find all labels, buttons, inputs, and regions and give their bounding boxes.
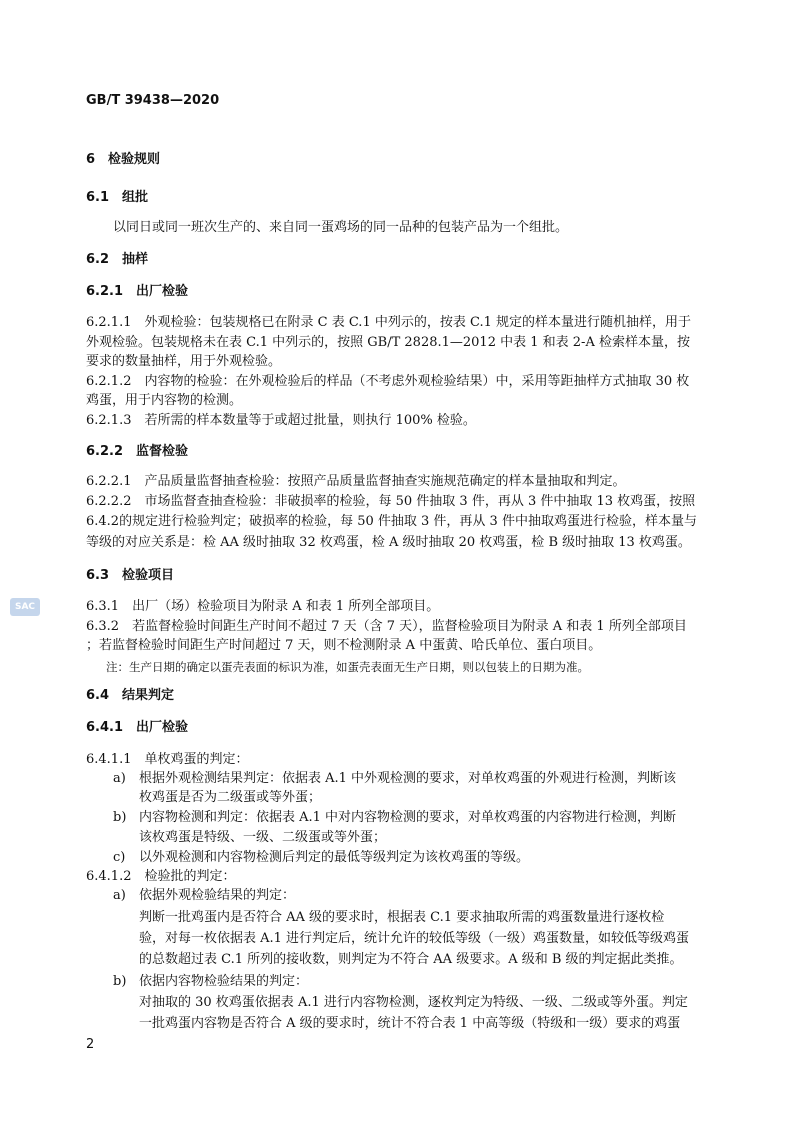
standard-code: GB/T 39438—2020 (86, 93, 220, 108)
paragraph-line: 鸡蛋，用于内容物的检测。 (86, 393, 243, 408)
clause-6-2-1-heading: 6.2.1 出厂检验 (86, 284, 189, 299)
list-item-line: 一批鸡蛋内容物是否符合 A 级的要求时，统计不符合表 1 中高等级（特级和一级）要求的鸡蛋 (139, 1016, 681, 1031)
list-item-line: 该枚鸡蛋是特级、一级、二级蛋或等外蛋； (139, 830, 387, 845)
clause-6-heading: 6 检验规则 (86, 152, 161, 167)
paragraph-line: 6.2.1.2 内容物的检验：在外观检验后的样品（不考虑外观检验结果）中，采用等距抽样方式抽取 30 枚 (86, 374, 690, 389)
clause-6-4-1-heading: 6.4.1 出厂检验 (86, 720, 189, 735)
paragraph-line: 6.4.1.2 检验批的判定： (86, 869, 236, 884)
paragraph-line: 6.4.1.1 单枚鸡蛋的判定： (86, 752, 249, 767)
list-item-line: 枚鸡蛋是否为二级蛋或等外蛋； (139, 790, 322, 805)
list-item-line: 内容物检测和判定：依据表 A.1 中对内容物检测的要求，对单枚鸡蛋的内容物进行检测，判断 (139, 810, 677, 825)
note-line: 注：生产日期的确定以蛋壳表面的标识为准，如蛋壳表面无生产日期，则以包装上的日期为准。 (106, 660, 589, 674)
list-item-line: 对抽取的 30 枚鸡蛋依据表 A.1 进行内容物检测，逐枚判定为特级、一级、二级或等外蛋。判定 (139, 995, 688, 1010)
list-item-line: 验，对每一枚依据表 A.1 进行判定后，统计允许的较低等级（一级）鸡蛋数量，如较低等级鸡蛋 (139, 931, 690, 946)
list-item-line: 依据内容物检验结果的判定： (139, 974, 309, 989)
paragraph-line: 外观检验。包装规格未在表 C.1 中列示的，按照 GB/T 2828.1—2012 中表 1 和表 2-A 检索样本量，按 (86, 335, 690, 350)
clause-6-4-heading: 6.4 结果判定 (86, 688, 175, 703)
sac-watermark: SAC (10, 598, 40, 616)
page-number: 2 (86, 1037, 95, 1052)
list-item-line: 依据外观检验结果的判定： (139, 888, 296, 903)
list-item-line: 以外观检测和内容物检测后判定的最低等级判定为该枚鸡蛋的等级。 (139, 850, 530, 865)
paragraph-line: 6.3.1 出厂（场）检验项目为附录 A 和表 1 所列全部项目。 (86, 599, 440, 614)
list-item-line: 判断一批鸡蛋内是否符合 AA 级的要求时，根据表 C.1 要求抽取所需的鸡蛋数量进行逐枚检 (139, 910, 665, 925)
paragraph-line: ；若监督检验时间距生产时间超过 7 天，则不检测附录 A 中蛋黄、哈氏单位、蛋白项目。 (86, 638, 602, 653)
paragraph-line: 6.2.1.1 外观检验：包装规格已在附录 C 表 C.1 中列示的，按表 C.1 规定的样本量进行随机抽样，用于 (86, 315, 691, 330)
paragraph-line: 以同日或同一班次生产的、来自同一蛋鸡场的同一品种的包装产品为一个组批。 (113, 220, 569, 235)
clause-6-1-heading: 6.1 组批 (86, 190, 149, 205)
paragraph-line: 等级的对应关系是：检 AA 级时抽取 32 枚鸡蛋，检 A 级时抽取 20 枚鸡蛋，检 B 级时抽取 13 枚鸡蛋。 (86, 535, 691, 550)
list-marker: b) (113, 974, 127, 989)
paragraph-line: 6.2.2.1 产品质量监督抽查检验：按照产品质量监督抽查实施规范确定的样本量抽取和判定。 (86, 474, 626, 489)
list-marker: a) (113, 888, 126, 903)
paragraph-line: 6.4.2的规定进行检验判定；破损率的检验，每 50 件抽取 3 件，再从 3 件中抽取鸡蛋进行检验，样本量与 (86, 514, 697, 529)
clause-6-2-heading: 6.2 抽样 (86, 252, 149, 267)
list-item-line: 根据外观检测结果判定：依据表 A.1 中外观检测的要求，对单枚鸡蛋的外观进行检测，判断该 (139, 771, 677, 786)
list-marker: c) (113, 850, 126, 865)
paragraph-line: 要求的数量抽样，用于外观检验。 (86, 354, 282, 369)
list-marker: b) (113, 810, 127, 825)
list-marker: a) (113, 771, 126, 786)
list-item-line: 的总数超过表 C.1 所列的接收数，则判定为不符合 AA 级要求。A 级和 B 级的判定据此类推。 (139, 952, 683, 967)
paragraph-line: 6.2.1.3 若所需的样本数量等于或超过批量，则执行 100% 检验。 (86, 413, 476, 428)
paragraph-line: 6.3.2 若监督检验时间距生产时间不超过 7 天（含 7 天），监督检验项目为附录 A 和表 1 所列全部项目 (86, 619, 687, 634)
clause-6-3-heading: 6.3 检验项目 (86, 568, 175, 583)
clause-6-2-2-heading: 6.2.2 监督检验 (86, 444, 189, 459)
paragraph-line: 6.2.2.2 市场监督查抽查检验：非破损率的检验，每 50 件抽取 3 件，再从 3 件中抽取 13 枚鸡蛋，按照 (86, 494, 696, 509)
